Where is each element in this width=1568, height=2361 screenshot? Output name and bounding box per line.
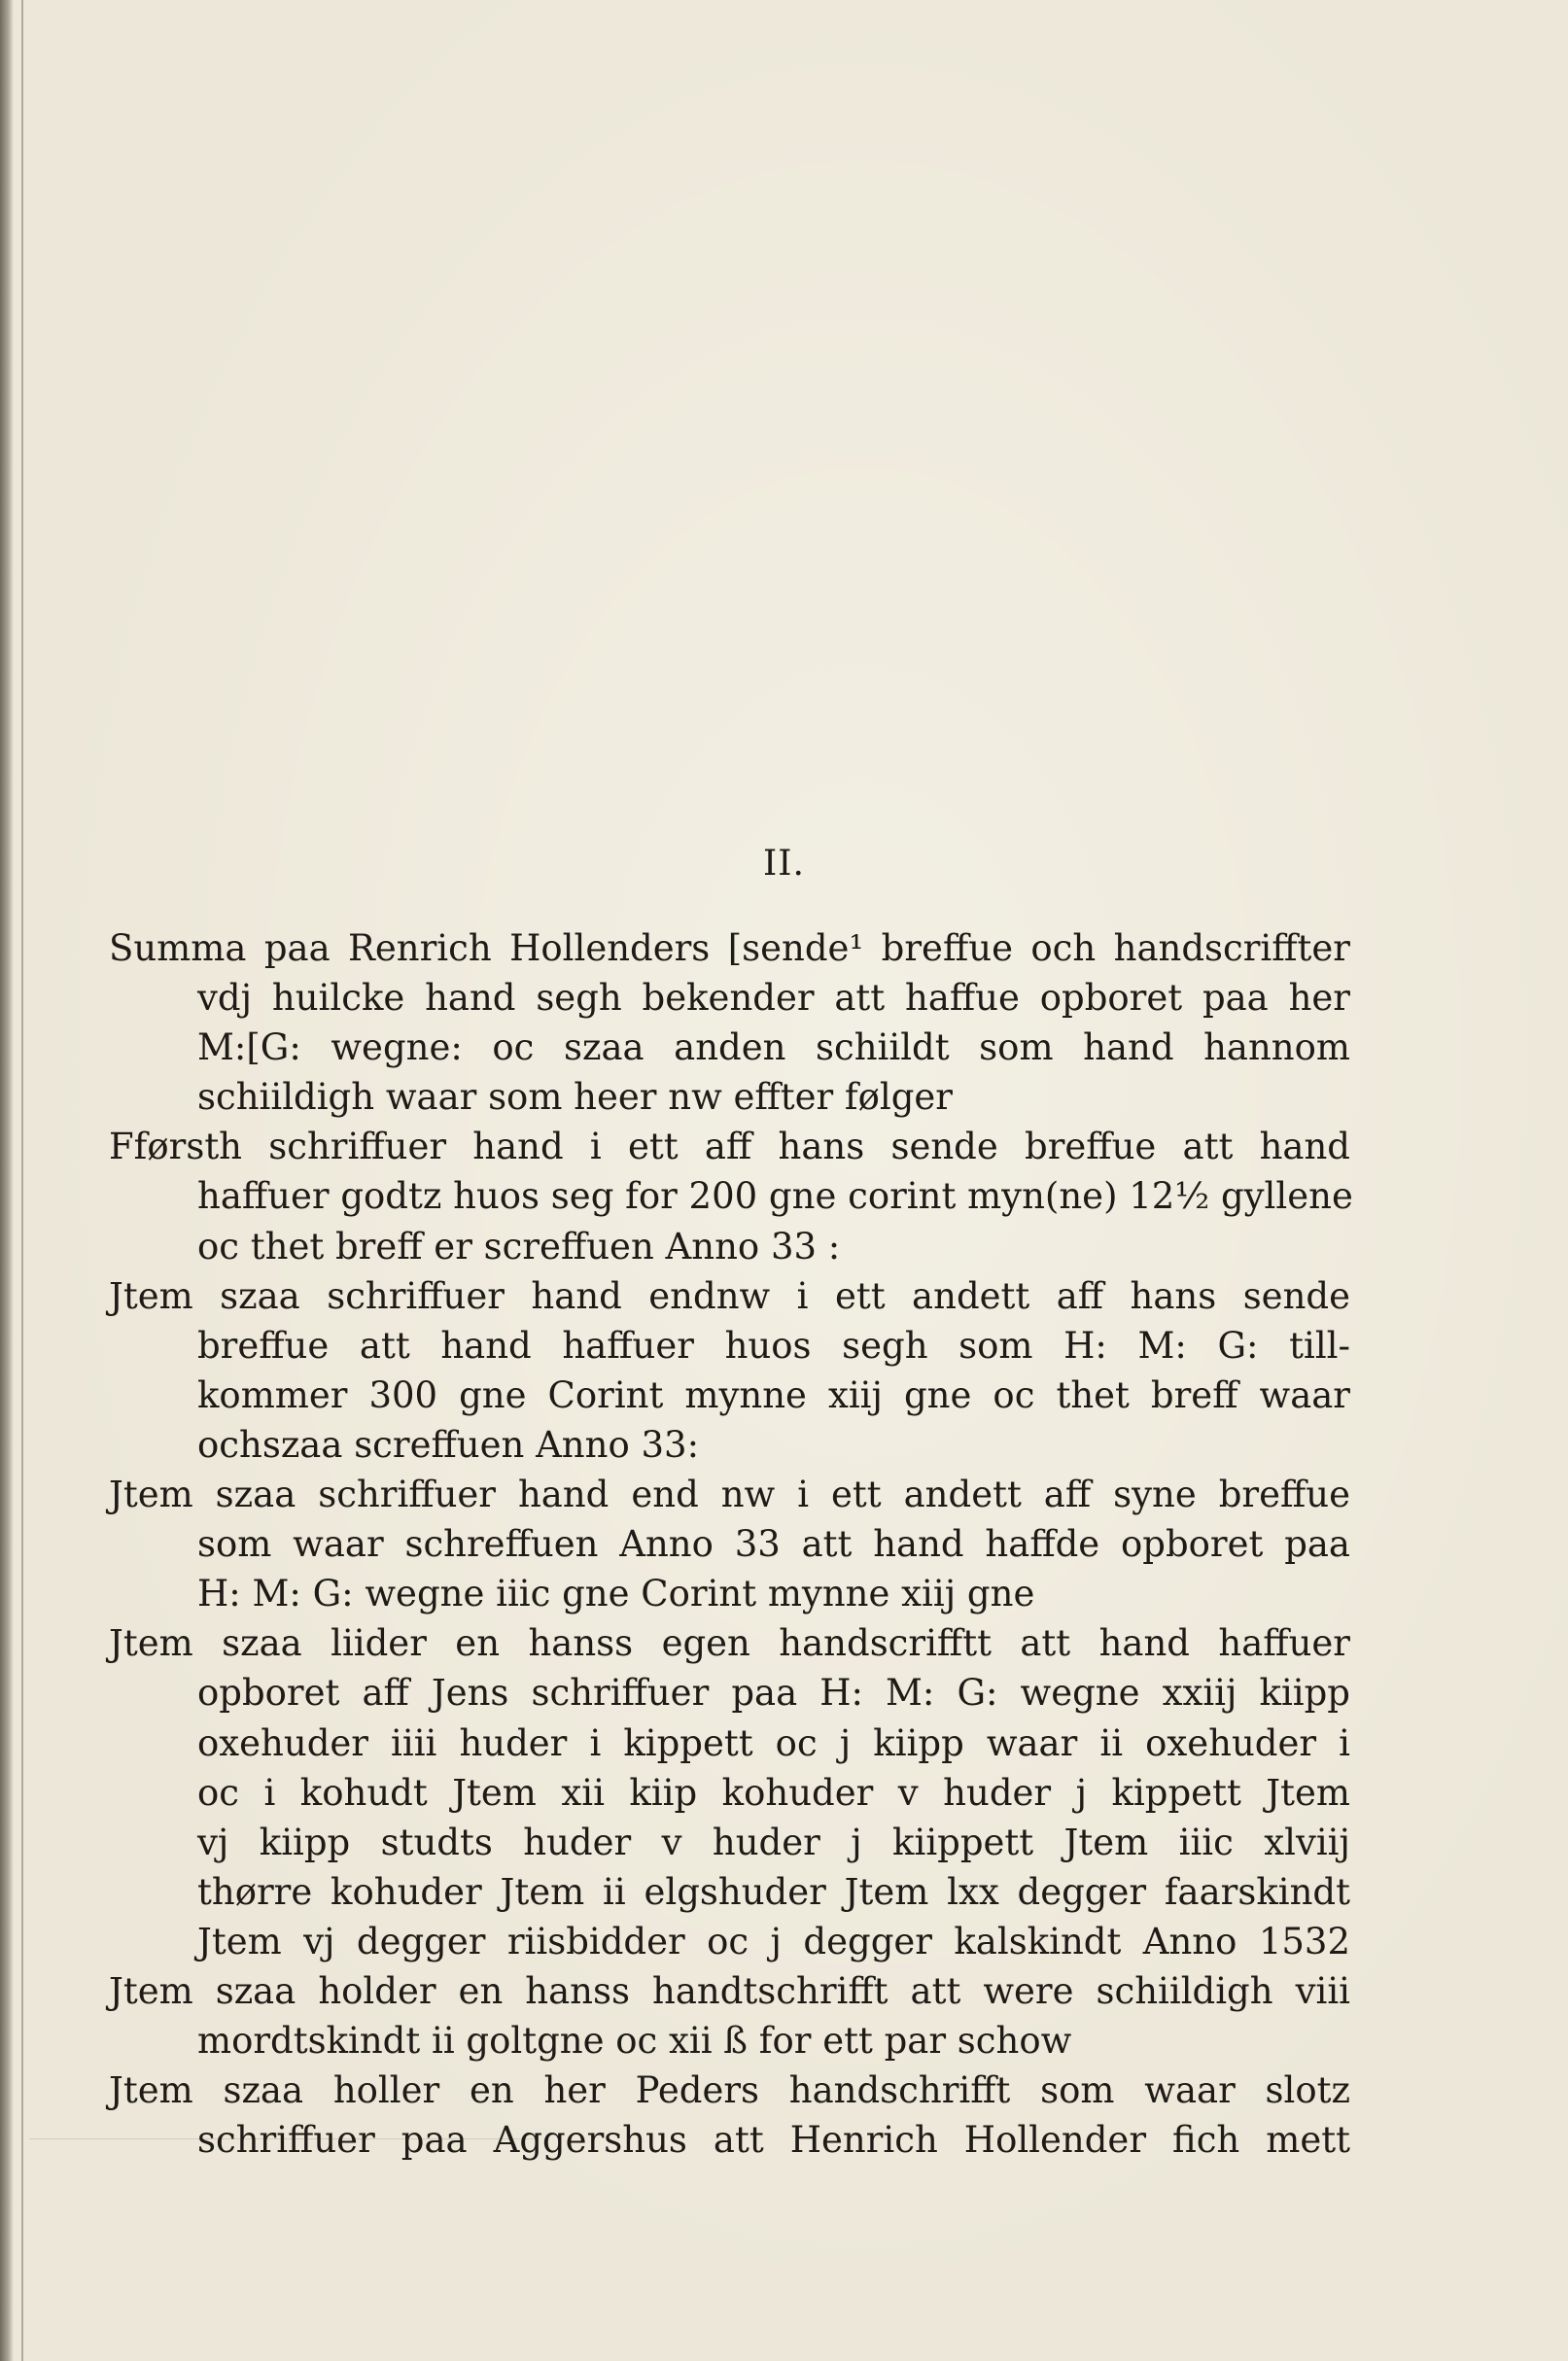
binding-edge (0, 0, 14, 2361)
text-line: M:[G: wegne: oc szaa anden schiildt som hand hannom (197, 1026, 1350, 1069)
text-line: oxehuder iiii huder i kippett oc j kiipp waar ii oxehuder i (197, 1721, 1350, 1764)
text-line: mordtskindt ii goltgne oc xii ß for ett par schow (197, 2020, 1072, 2063)
binding-line (21, 0, 23, 2361)
text-line: Fførsth schriffuer hand i ett aff hans sende breffue att hand (109, 1126, 1350, 1168)
page-smudge (29, 2138, 535, 2353)
text-line: thørre kohuder Jtem ii elgshuder Jtem lxx degger faarskindt (197, 1870, 1350, 1913)
text-line: Jtem szaa schriffuer hand end nw i ett andett aff syne breffue (109, 1474, 1350, 1516)
text-line: Summa paa Renrich Hollenders [sende¹ breffue och handscriffter (109, 927, 1350, 969)
text-line: haffuer godtz huos seg for 200 gne corint myn(ne) 12½ gyllene (197, 1175, 1353, 1218)
text-line: oc i kohudt Jtem xii kiip kohuder v huder j kippett Jtem (197, 1771, 1350, 1814)
section-heading: II. (763, 844, 805, 884)
text-line: opboret aff Jens schriffuer paa H: M: G: wegne xxiij kiipp (197, 1672, 1350, 1715)
text-line: kommer 300 gne Corint mynne xiij gne oc thet breff waar (197, 1373, 1350, 1416)
text-line: H: M: G: wegne iiic gne Corint mynne xiij gne (197, 1573, 1035, 1615)
text-line: Jtem vj degger riisbidder oc j degger kalskindt Anno 1532 (197, 1920, 1350, 1962)
text-line: vj kiipp studts huder v huder j kiippett Jtem iiic xlviij (197, 1821, 1350, 1863)
text-line: vdj huilcke hand segh bekender att haffue opboret paa her (197, 977, 1350, 1020)
body-text (109, 923, 1353, 2165)
text-line: oc thet breff er screffuen Anno 33 : (197, 1225, 841, 1267)
text-line: ochszaa screffuen Anno 33: (197, 1423, 700, 1466)
text-line: Jtem szaa schriffuer hand endnw i ett andett aff hans sende (109, 1274, 1350, 1317)
text-line: som waar schreffuen Anno 33 att hand haffde opboret paa (197, 1523, 1350, 1566)
text-line: breffue att hand haffuer huos segh som H: M: G: till- (197, 1324, 1350, 1367)
text-line: schiildigh waar som heer nw effter følger (197, 1076, 953, 1119)
text-line: Jtem szaa holder en hanss handtschrifft att were schiildigh viii (109, 1969, 1350, 2012)
text-line: Jtem szaa liider en hanss egen handscrifftt att hand haffuer (109, 1622, 1350, 1665)
text-line: Jtem szaa holler en her Peders handschrifft som waar slotz (109, 2069, 1350, 2112)
text-line: schriffuer paa Aggershus att Henrich Hollender fich mett (197, 2119, 1350, 2162)
